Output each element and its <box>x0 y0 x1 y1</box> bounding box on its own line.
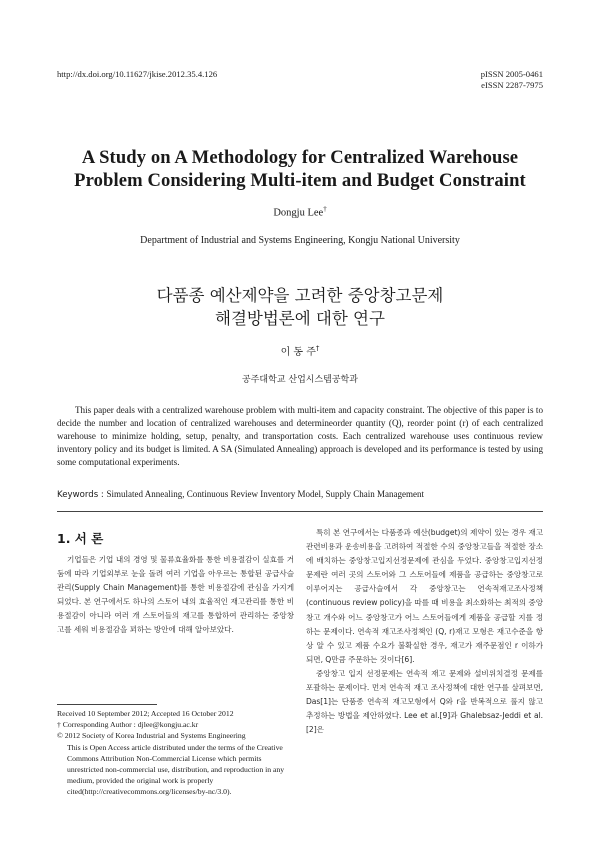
divider <box>57 511 543 512</box>
abstract <box>57 404 543 469</box>
doi-link[interactable]: http://dx.doi.org/10.11627/jkise.2012.35.4.126 <box>57 69 218 79</box>
keywords-text: Simulated Annealing, Continuous Review Inventory Model, Supply Chain Management <box>106 489 425 499</box>
right-column-text <box>306 526 543 737</box>
english-title-line2: Problem Considering Multi-item and Budget Constraint <box>74 170 526 191</box>
paragraph: 중앙창고 입지 선정문제는 연속적 재고 문제와 설비위치결정 문제를 포괄하는 문제이다. 먼저 연속적 재고 조사정책에 대한 연구를 살펴보면, Das[1]는 단품종 연속적 재고모형에서 Q와 r을 반복적으로 풀지 않고 추정하는 방법을 제안하였다. Lee et al.[9]과 Ghalebsaz-Jeddi et al.[2]은 <box>306 668 543 735</box>
left-column-text <box>57 553 294 638</box>
korean-title-line1: 다품종 예산제약을 고려한 중앙창고문제 <box>156 286 444 305</box>
footnote <box>57 708 294 798</box>
received-date: Received 10 September 2012; Accepted 16 October 2012 <box>57 709 234 718</box>
english-author-name: Dongju Lee <box>273 207 324 219</box>
korean-title <box>60 284 540 330</box>
english-affiliation: Department of Industrial and Systems Engineering, Kongju National University <box>140 235 460 246</box>
paragraph: 기업들은 기업 내의 경영 및 물류효율화를 통한 비용절감이 실효를 거둠에 따라 기업외부로 눈을 돌려 여러 기업을 아우르는 통합된 공급사슬관리(Supply Chain Management)를 통한 비용절감에 관심을 가지게 되었다. 본 연구에서도 하나의 스토어 내의 효율적인 재고관리를 통한 비용절감이 아니라 여러 개 스토어들의 재고를 통합하여 관리하는 중앙창고를 세워 비용절감을 꾀하는 방안에 대해 알아보았다. <box>57 555 294 635</box>
section-heading: 1. 서 론 <box>57 531 104 546</box>
issn-block <box>481 69 543 91</box>
pissn: pISSN 2005-0461 <box>480 69 543 79</box>
eissn: eISSN 2287-7975 <box>481 80 543 90</box>
keywords-label: Keywords : <box>57 490 107 500</box>
corresponding-author: † Corresponding Author : djlee@kongju.ac.kr <box>57 720 199 730</box>
author-mark: † <box>323 205 327 213</box>
korean-author <box>0 343 600 358</box>
copyright: © 2012 Society of Korea Industrial and Systems Engineering <box>57 731 246 741</box>
keywords <box>57 488 543 501</box>
english-title-line1: A Study on A Methodology for Centralized Warehouse <box>81 147 519 168</box>
korean-author-name: 이 동 주 <box>280 347 316 358</box>
korean-title-line2: 해결방법론에 대한 연구 <box>215 309 385 328</box>
english-author <box>0 205 600 219</box>
paragraph: 특히 본 연구에서는 다품종과 예산(budget)의 제약이 있는 경우 재고관련비용과 운송비용을 고려하여 적절한 수의 중앙창고들을 적절한 장소에 배치하는 중앙창고입지선정문제에 관심을 두었다. 중앙창고입지선정문제란 여러 곳의 스토어와 그 스토어들에 제품을 공급하는 중앙창고로 이루어지는 공급사슬에서 각 중앙창고는 연속적재고조사정책(continuous review policy)을 따를 때 비용을 최소화하는 최적의 중앙창고 개수와 어느 중앙창고가 어느 스토어들에게 제품을 공급할 지를 정하는 문제이다. 연속적 재고조사정책인 (Q, r)재고 모형은 재고수준을 항상 알 수 있고 제품 수요가 불확실한 경우, 재고가 재주문점인 r 이하가 되면, Q만큼 주문하는 것이다[6]. <box>306 528 543 664</box>
license-text: This is Open Access article distributed under the terms of the Creative Commons Attribution Non-Commercial License which permits unrestricted non-commercial use, distribution, and reproduction in any medium, provided the original work is properly cited(http://creativecommons.org/licenses/by-nc/3.0). <box>67 742 285 797</box>
korean-affiliation: 공주대학교 산업시스템공학과 <box>242 375 358 385</box>
author-mark: † <box>315 344 320 353</box>
english-title <box>40 146 560 192</box>
footnote-divider <box>57 704 157 705</box>
abstract-text: This paper deals with a centralized warehouse problem with multi-item and capacity constraint. The objective of this paper is to decide the number and location of centralized warehouses and determineorder quantity (Q), reorder point (r) of each centralized warehouse to minimize holding, setup, penalty, and transportation costs. Each centralized warehouse uses continuous review inventory policy and its budget is limited. A SA (Simulated Annealing) approach is developed and its performance is tested by using some computational experiments. <box>57 405 543 468</box>
